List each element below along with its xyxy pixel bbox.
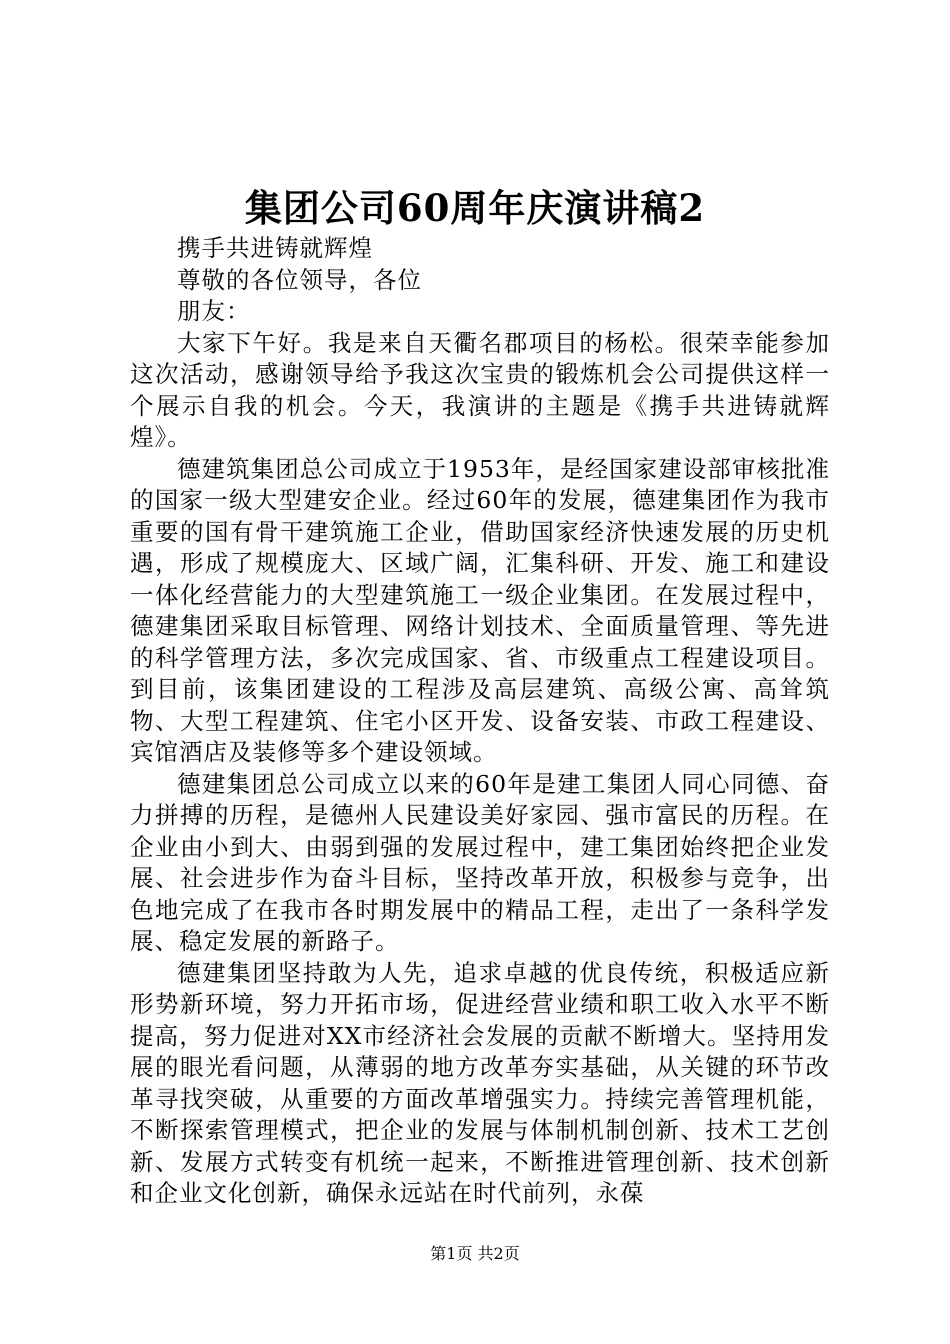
body-paragraph: 德建集团总公司成立以来的60年是建工集团人同心同德、奋力拼搏的历程，是德州人民建设美好家园、强市富民的历程。在企业由小到大、由弱到强的发展过程中，建工集团始终把企业发展、社会进步作为奋斗目标，坚持改革开放，积极参与竞争，出色地完成了在我市各时期发展中的精品工程，走出了一条科学发展、稳定发展的新路子。 (130, 769, 830, 955)
document-title: 集团公司60周年庆演讲稿2 (244, 186, 706, 230)
body-paragraph: 大家下午好。我是来自天衢名郡项目的杨松。很荣幸能参加这次活动，感谢领导给予我这次宝贵的锻炼机会公司提供这样一个展示自我的机会。今天，我演讲的主题是《携手共进铸就辉煌》。 (130, 328, 830, 451)
salutation-line: 朋友： (177, 297, 251, 325)
page-number: 第1页 共2页 (430, 1244, 520, 1263)
document-body (130, 233, 830, 1210)
speech-subtitle: 携手共进铸就辉煌 (177, 234, 373, 262)
body-paragraph: 德建集团坚持敢为人先，追求卓越的优良传统，积极适应新形势新环境，努力开拓市场，促进经营业绩和职工收入水平不断提高，努力促进对XX市经济社会发展的贡献不断增大。坚持用发展的眼光看问题，从薄弱的地方改革夯实基础，从关键的环节改革寻找突破，从重要的方面改革增强实力。持续完善管理机能，不断探索管理模式，把企业的发展与体制机制创新、技术工艺创新、发展方式转变有机统一起来，不断推进管理创新、技术创新和企业文化创新，确保永远站在时代前列，永葆 (130, 958, 830, 1207)
salutation-line: 尊敬的各位领导，各位 (177, 265, 422, 294)
body-paragraph: 德建筑集团总公司成立于1953年，是经国家建设部审核批准的国家一级大型建安企业。经过60年的发展，德建集团作为我市重要的国有骨干建筑施工企业，借助国家经济快速发展的历史机遇，形成了规模庞大、区域广阔，汇集科研、开发、施工和建设一体化经营能力的大型建筑施工一级企业集团。在发展过程中，德建集团采取目标管理、网络计划技术、全面质量管理、等先进的科学管理方法，多次完成国家、省、市级重点工程建设项目。到目前，该集团建设的工程涉及高层建筑、高级公寓、高耸筑物、大型工程建筑、住宅小区开发、设备安装、市政工程建设、宾馆酒店及装修等多个建设领域。 (130, 454, 830, 766)
